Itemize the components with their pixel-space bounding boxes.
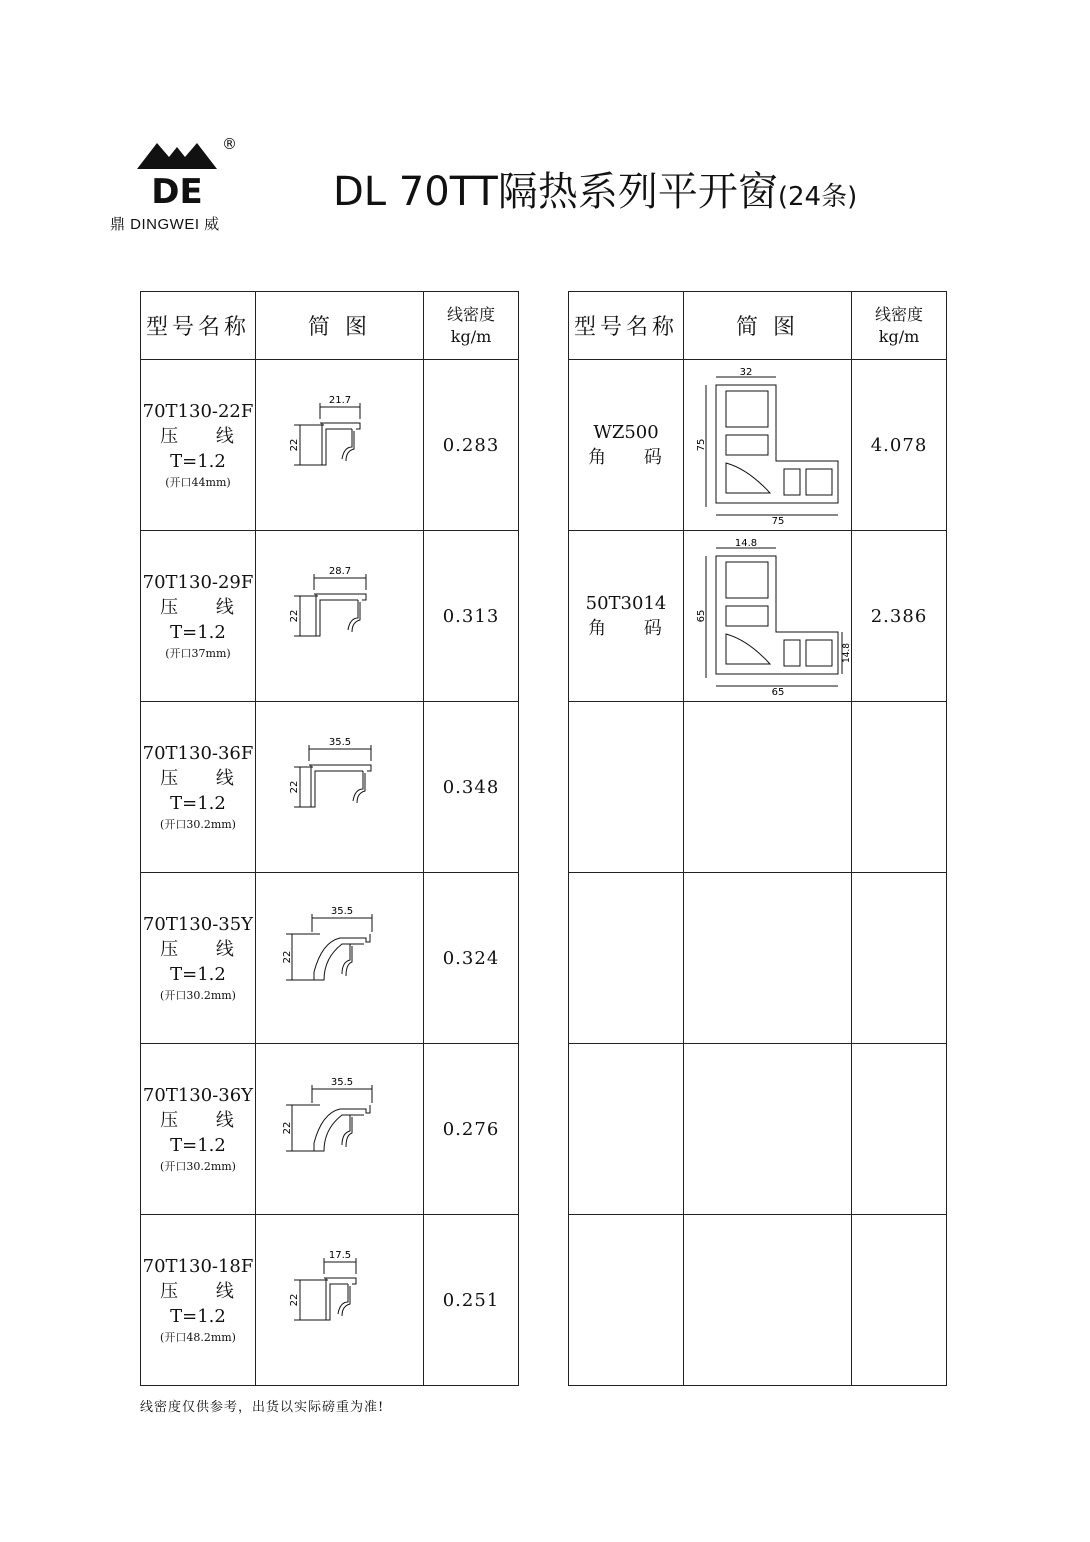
- width-dimension: 35.5: [330, 906, 353, 917]
- model-cell: [141, 1215, 256, 1386]
- right-dimension: 14.8: [841, 642, 852, 664]
- thickness: T=1.2: [170, 963, 226, 985]
- col-name-header: 型号名称: [141, 292, 256, 360]
- press-line-profile-icon: [256, 556, 423, 676]
- profile-sketch: [280, 556, 400, 676]
- height-dimension: 22: [288, 1293, 300, 1307]
- height-dimension: 22: [288, 609, 300, 623]
- top-dimension: 14.8: [734, 538, 757, 549]
- thickness: T=1.2: [170, 621, 226, 643]
- table-row: [569, 873, 947, 1044]
- model-cell: [141, 1044, 256, 1215]
- sketch-cell: [684, 702, 852, 873]
- title-count: (24条): [777, 182, 858, 212]
- height-dimension: 22: [281, 1121, 293, 1135]
- thickness: T=1.2: [170, 1305, 226, 1327]
- model-cell: [569, 360, 684, 531]
- sketch-cell: [684, 531, 852, 702]
- opening-size: (开口30.2mm): [160, 988, 236, 1002]
- density-value: 0.313: [424, 531, 519, 702]
- model-cell: [141, 702, 256, 873]
- bottom-dimension: 75: [771, 516, 784, 527]
- model-number: 70T130-18F: [142, 1255, 254, 1277]
- height-dimension: 22: [288, 438, 300, 452]
- density-value: [852, 1044, 947, 1215]
- density-unit: kg/m: [878, 326, 920, 346]
- table-header-row: [569, 292, 947, 360]
- profile-sketch: [280, 727, 400, 847]
- density-value: 0.348: [424, 702, 519, 873]
- table-row: [569, 531, 947, 702]
- model-cell: [141, 531, 256, 702]
- col-sketch-header: 简 图: [256, 292, 424, 360]
- sketch-cell: [256, 360, 424, 531]
- model-cell: [569, 873, 684, 1044]
- width-dimension: 17.5: [328, 1250, 351, 1261]
- profile-type: 压 线: [160, 938, 250, 960]
- profile-type: 压 线: [160, 596, 250, 618]
- width-dimension: 35.5: [330, 1077, 353, 1088]
- sketch-cell: [256, 531, 424, 702]
- left-spec-table: [140, 291, 519, 1386]
- profile-type: 角 码: [588, 618, 678, 639]
- curved-press-line-profile-icon: [256, 1069, 423, 1189]
- width-dimension: 35.5: [328, 737, 351, 748]
- table-row: [141, 873, 519, 1044]
- press-line-profile-icon: [256, 1240, 423, 1360]
- profile-sketch: [280, 385, 400, 505]
- side-dimension: 75: [695, 438, 707, 452]
- footer-note: 线密度仅供参考，出货以实际磅重为准!: [140, 1400, 385, 1415]
- sketch-cell: [256, 1215, 424, 1386]
- density-value: 0.251: [424, 1215, 519, 1386]
- profile-type: 压 线: [160, 425, 250, 447]
- model-cell: [569, 702, 684, 873]
- sketch-cell: [256, 1044, 424, 1215]
- title-text: DL 70TT隔热系列平开窗: [333, 169, 778, 215]
- sketch-cell: [684, 873, 852, 1044]
- model-number: WZ500: [593, 422, 659, 443]
- dingwei-logo-icon: [137, 135, 217, 212]
- curved-press-line-profile-icon: [256, 898, 423, 1018]
- height-dimension: 22: [288, 780, 300, 794]
- corner-sketch: [688, 365, 848, 525]
- bottom-dimension: 65: [771, 687, 784, 698]
- thickness: T=1.2: [170, 792, 226, 814]
- col-name-header: 型号名称: [569, 292, 684, 360]
- sketch-cell: [684, 1044, 852, 1215]
- opening-size: (开口30.2mm): [160, 817, 236, 831]
- corner-key-profile-icon: [684, 365, 851, 525]
- density-unit: kg/m: [450, 326, 492, 346]
- density-value: [852, 702, 947, 873]
- profile-type: 压 线: [160, 1280, 250, 1302]
- opening-size: (开口30.2mm): [160, 1159, 236, 1173]
- col-sketch-header: 简 图: [684, 292, 852, 360]
- sketch-cell: [256, 873, 424, 1044]
- col-density-header: [424, 292, 519, 360]
- density-label: 线密度: [446, 304, 495, 324]
- press-line-profile-icon: [256, 385, 423, 505]
- profile-sketch: [280, 1069, 400, 1189]
- density-value: 0.283: [424, 360, 519, 531]
- profile-type: 角 码: [588, 447, 678, 468]
- model-number: 70T130-36F: [142, 742, 254, 764]
- density-label: 线密度: [874, 304, 923, 324]
- model-cell: [569, 1215, 684, 1386]
- opening-size: (开口48.2mm): [160, 1330, 236, 1344]
- model-number: 70T130-22F: [142, 400, 254, 422]
- thickness: T=1.2: [170, 1134, 226, 1156]
- col-density-header: [852, 292, 947, 360]
- density-value: 2.386: [852, 531, 947, 702]
- model-number: 70T130-35Y: [142, 913, 254, 935]
- side-dimension: 65: [695, 609, 707, 623]
- opening-size: (开口37mm): [165, 646, 231, 660]
- press-line-profile-icon: [256, 727, 423, 847]
- table-row: [569, 360, 947, 531]
- density-value: [852, 873, 947, 1044]
- brand-name: 鼎 DINGWEI 威: [110, 216, 220, 233]
- density-value: 0.324: [424, 873, 519, 1044]
- profile-sketch: [280, 898, 400, 1018]
- opening-size: (开口44mm): [165, 475, 231, 489]
- model-cell: [141, 873, 256, 1044]
- page-title: [333, 160, 857, 217]
- width-dimension: 21.7: [328, 395, 351, 406]
- sketch-cell: [684, 1215, 852, 1386]
- top-dimension: 32: [739, 367, 752, 378]
- model-cell: [141, 360, 256, 531]
- sketch-cell: [684, 360, 852, 531]
- sketch-cell: [256, 702, 424, 873]
- height-dimension: 22: [281, 950, 293, 964]
- profile-sketch: [280, 1240, 400, 1360]
- model-number: 70T130-29F: [142, 571, 254, 593]
- table-row: [569, 702, 947, 873]
- density-value: 0.276: [424, 1044, 519, 1215]
- model-cell: [569, 1044, 684, 1215]
- table-header-row: [141, 292, 519, 360]
- table-row: [569, 1215, 947, 1386]
- corner-key-profile-icon: [684, 536, 851, 696]
- right-spec-table: [568, 291, 947, 1386]
- density-value: 4.078: [852, 360, 947, 531]
- table-row: [141, 702, 519, 873]
- profile-type: 压 线: [160, 1109, 250, 1131]
- model-number: 70T130-36Y: [142, 1084, 254, 1106]
- table-row: [141, 1044, 519, 1215]
- table-row: [141, 360, 519, 531]
- logo-letters: DE: [151, 172, 203, 212]
- model-cell: [569, 531, 684, 702]
- table-row: [141, 531, 519, 702]
- profile-type: 压 线: [160, 767, 250, 789]
- density-value: [852, 1215, 947, 1386]
- corner-sketch: [688, 536, 852, 698]
- brand-logo: [110, 135, 250, 235]
- registered-mark: ®: [222, 135, 237, 153]
- model-number: 50T3014: [585, 593, 667, 614]
- table-row: [141, 1215, 519, 1386]
- width-dimension: 28.7: [328, 566, 351, 577]
- thickness: T=1.2: [170, 450, 226, 472]
- table-row: [569, 1044, 947, 1215]
